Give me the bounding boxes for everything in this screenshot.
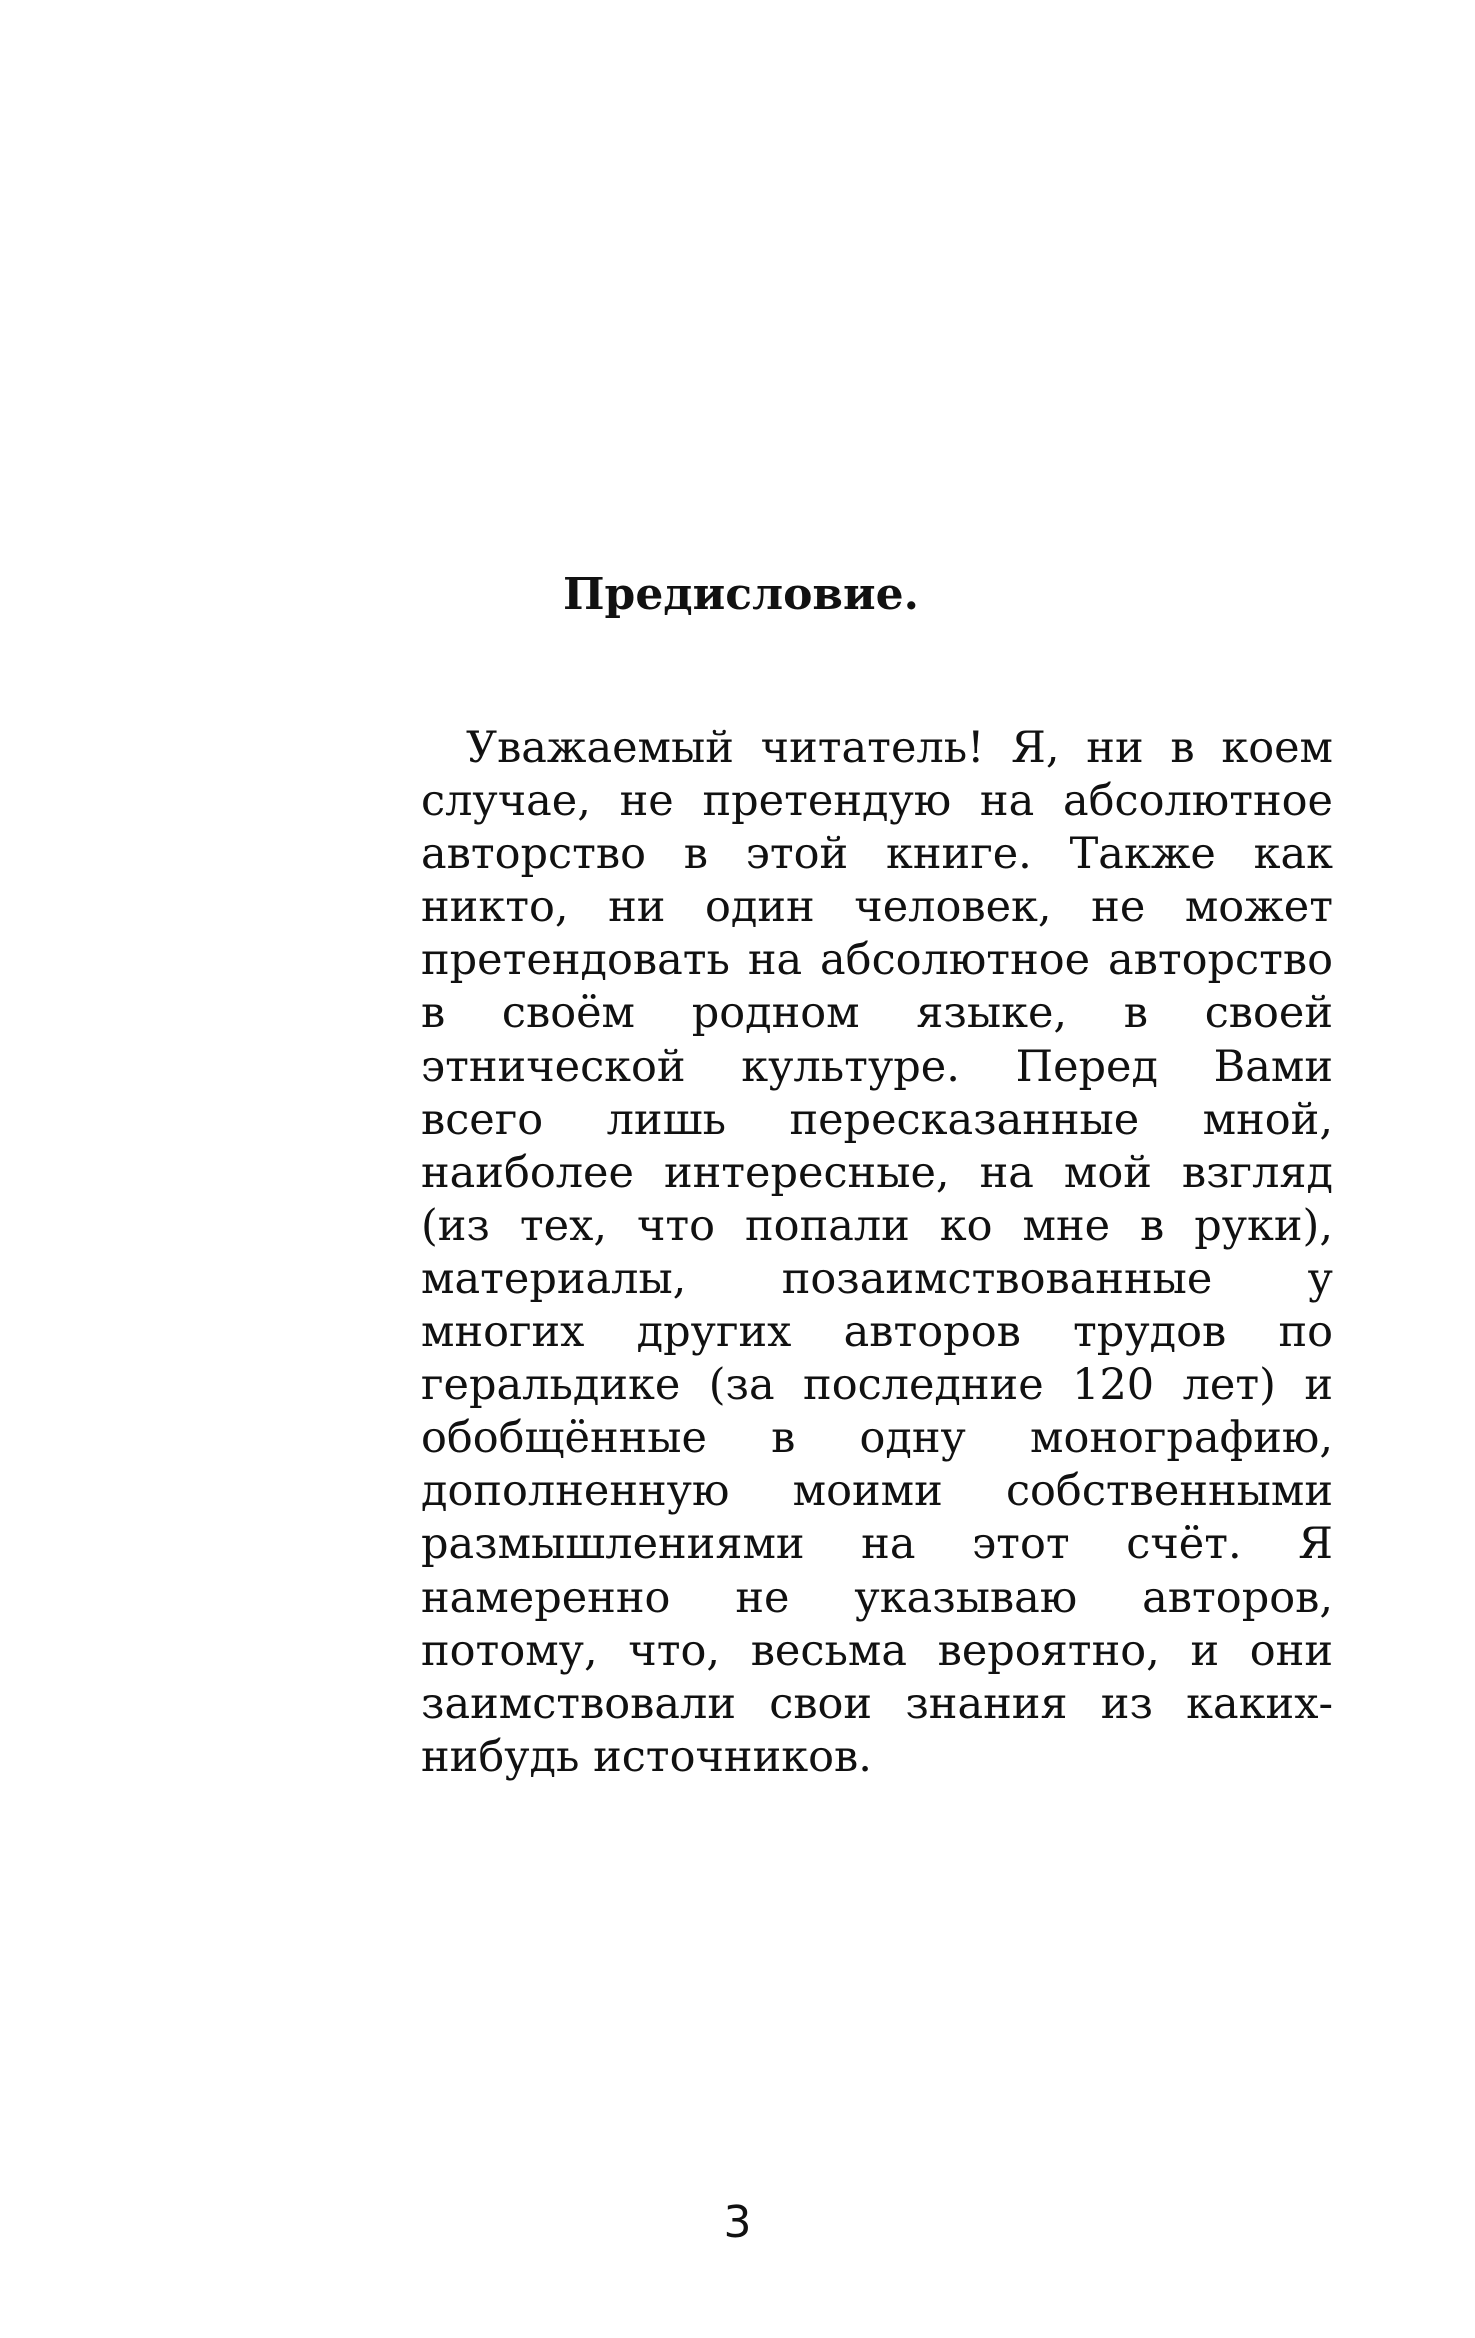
preface-paragraph	[421, 722, 1333, 1784]
paragraph-line: претендовать на абсолютное авторство	[421, 935, 1333, 986]
paragraph-line: наиболее интересные, на мой взгляд	[421, 1147, 1333, 1198]
paragraph-line: обобщённые в одну монографию,	[421, 1413, 1333, 1464]
paragraph-line: никто, ни один человек, не может	[421, 882, 1333, 933]
paragraph-line: намеренно не указываю авторов,	[421, 1572, 1333, 1623]
paragraph-line: нибудь источников.	[421, 1731, 872, 1782]
paragraph-line: этнической культуре. Перед Вами	[421, 1041, 1333, 1092]
section-heading: Предисловие.	[563, 569, 919, 620]
paragraph-line: случае, не претендую на абсолютное	[421, 776, 1333, 827]
paragraph-line: в своём родном языке, в своей	[421, 988, 1333, 1039]
paragraph-line: Уважаемый читатель! Я, ни в коем	[466, 723, 1333, 773]
paragraph-line: размышлениями на этот счёт. Я	[421, 1519, 1333, 1570]
paragraph-line: потому, что, весьма вероятно, и они	[421, 1625, 1333, 1676]
paragraph-line: многих других авторов трудов по	[421, 1307, 1333, 1358]
paragraph-line: материалы, позаимствованные у	[421, 1253, 1333, 1304]
paragraph-line: дополненную моими собственными	[421, 1466, 1333, 1517]
paragraph-line: всего лишь пересказанные мной,	[421, 1094, 1333, 1145]
paragraph-line: (из тех, что попали ко мне в руки),	[421, 1200, 1333, 1251]
paragraph-line: авторство в этой книге. Также как	[421, 829, 1333, 880]
paragraph-line: геральдике (за последние 120 лет) и	[421, 1360, 1333, 1411]
page-number: 3	[723, 2197, 752, 2248]
paragraph-line: заимствовали свои знания из каких-	[421, 1678, 1333, 1729]
